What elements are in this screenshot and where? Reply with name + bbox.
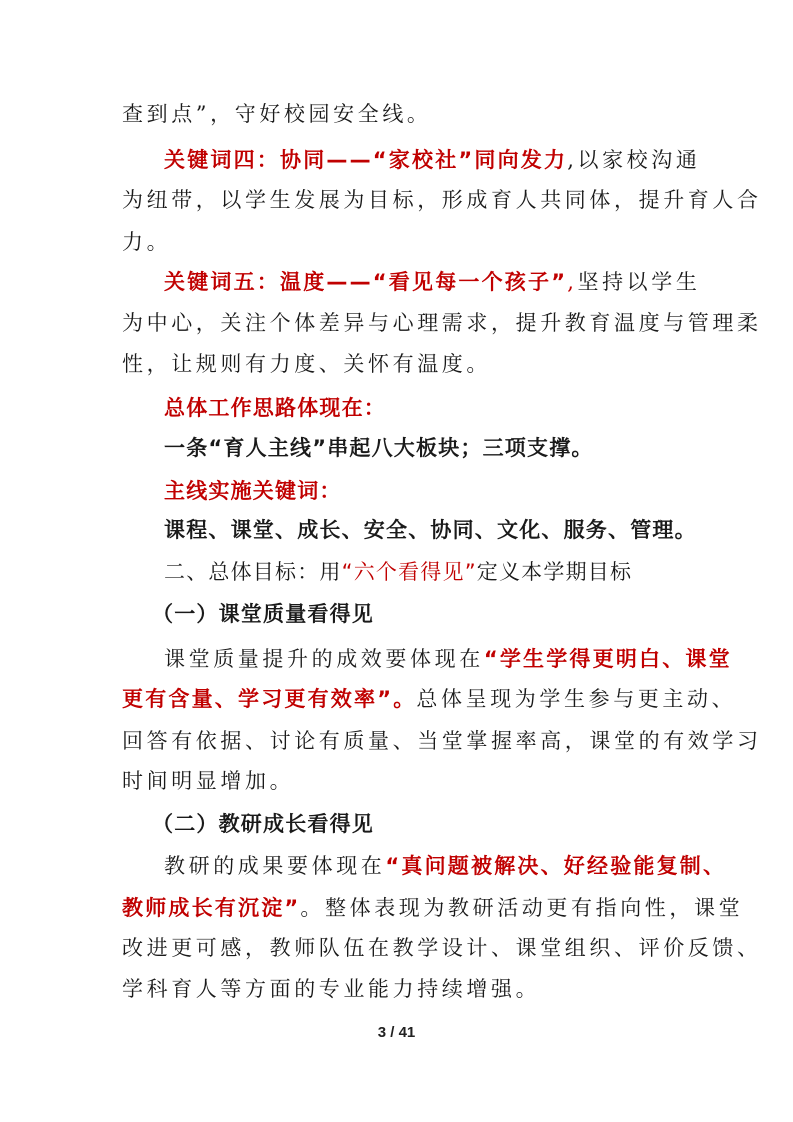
text-line: 时间明显增加。 — [122, 769, 295, 793]
main-line-body: 课程、课堂、成长、安全、协同、文化、服务、管理。 — [164, 518, 697, 542]
keyword-four-title: 关键词四：协同——“家校社”同向发力 — [164, 148, 568, 172]
text-line: 改进更可感，教师队伍在教学设计、课堂组织、评价反馈、 — [122, 936, 762, 960]
goal-heading: 二、总体目标：用“六个看得见”定义本学期目标 — [164, 560, 633, 584]
text-line: 教师成长有沉淀”。整体表现为教研活动更有指向性，课堂 — [122, 896, 744, 920]
text-line: 查到点”，守好校园安全线。 — [122, 102, 432, 126]
section-two-title: （二）教研成长看得见 — [152, 812, 374, 836]
section-one-title: （一）课堂质量看得见 — [152, 602, 374, 626]
overall-title: 总体工作思路体现在： — [164, 396, 386, 420]
text-line: 为纽带，以学生发展为目标，形成育人共同体，提升育人合 — [122, 188, 762, 212]
keyword-four-line: 关键词四：协同——“家校社”同向发力,以家校沟通 — [164, 148, 701, 172]
text-line: 为中心，关注个体差异与心理需求，提升教育温度与管理柔 — [122, 311, 762, 335]
text-line: 学科育人等方面的专业能力持续增强。 — [122, 977, 541, 1001]
page-number: 3 / 41 — [377, 1024, 416, 1041]
text-line: 力。 — [122, 230, 172, 254]
text-line: 更有含量、学习更有效率”。总体呈现为学生参与更主动、 — [122, 687, 737, 711]
text-line: 教研的成果要体现在“真问题被解决、好经验能复制、 — [164, 854, 727, 878]
main-line-title: 主线实施关键词： — [164, 479, 342, 503]
overall-body: 一条“育人主线”串起八大板块；三项支撑。 — [164, 436, 594, 460]
keyword-five-title: 关键词五：温度——“看见每一个孩子” — [164, 270, 568, 294]
keyword-five-line: 关键词五：温度——“看见每一个孩子”,坚持以学生 — [164, 270, 701, 294]
text-line: 课堂质量提升的成效要体现在“学生学得更明白、课堂 — [164, 647, 732, 671]
text-line: 性，让规则有力度、关怀有温度。 — [122, 352, 491, 376]
text-line: 回答有依据、讨论有质量、当堂掌握率高，课堂的有效学习 — [122, 729, 762, 753]
